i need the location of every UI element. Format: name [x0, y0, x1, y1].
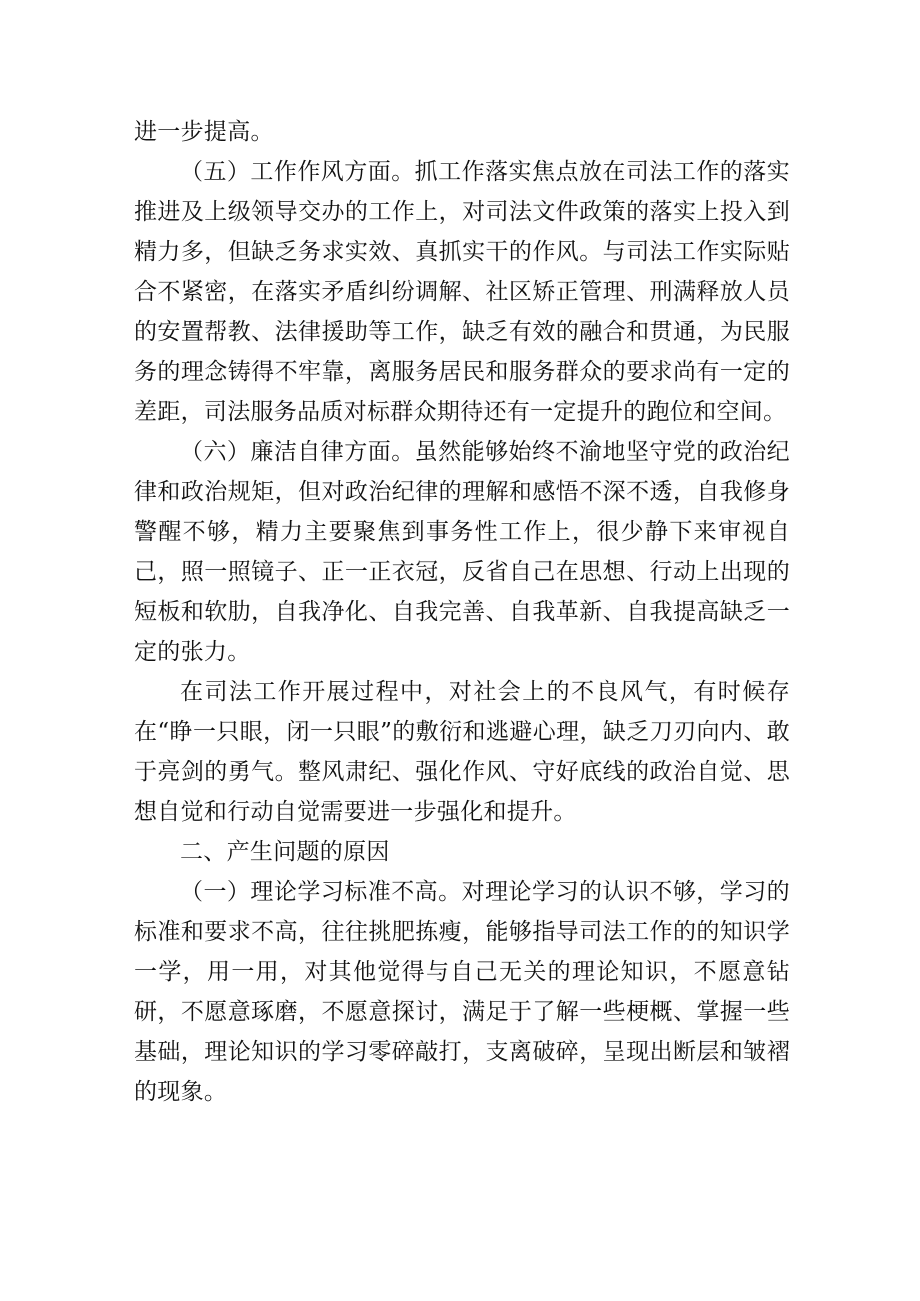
paragraph-work-style: （五）工作作风方面。抓工作落实焦点放在司法工作的落实推进及上级领导交办的工作上，对司法文件政策的落实上投入到精力多，但缺乏务求实效、真抓实干的作风。与司法工作实际贴合不紧密，在落实矛盾纠纷调解、社区矫正管理、刑满释放人员的安置帮教、法律援助等工作，缺乏有效的融合和贯通，为民服务的理念铸得不牢靠，离服务居民和服务群众的要求尚有一定的差距，司法服务品质对标群众期待还有一定提升的跑位和空间。 — [134, 159, 790, 425]
section-heading-causes: 二、产生问题的原因 — [180, 839, 390, 865]
document-body — [134, 112, 790, 1112]
paragraph-continuation: 进一步提高。 — [134, 119, 274, 145]
paragraph-theory-study: （一）理论学习标准不高。对理论学习的认识不够，学习的标准和要求不高，往往挑肥拣瘦，能够指导司法工作的的知识学一学，用一用，对其他觉得与自己无关的理论知识，不愿意钻研，不愿意琢磨，不愿意探讨，满足于了解一些梗概、掌握一些基础，理论知识的学习零碎敲打，支离破碎，呈现出断层和皱褶的现象。 — [134, 879, 790, 1105]
paragraph-judicial-work: 在司法工作开展过程中，对社会上的不良风气，有时候存在“睁一只眼，闭一只眼”的敷衍和逃避心理，缺乏刀刃向内、敢于亮剑的勇气。整风肃纪、强化作风、守好底线的政治自觉、思想自觉和行动自觉需要进一步强化和提升。 — [134, 679, 790, 825]
paragraph-integrity: （六）廉洁自律方面。虽然能够始终不渝地坚守党的政治纪律和政治规矩，但对政治纪律的理解和感悟不深不透，自我修身警醒不够，精力主要聚焦到事务性工作上，很少静下来审视自己，照一照镜子、正一正衣冠，反省自己在思想、行动上出现的短板和软肋，自我净化、自我完善、自我革新、自我提高缺乏一定的张力。 — [134, 439, 790, 665]
